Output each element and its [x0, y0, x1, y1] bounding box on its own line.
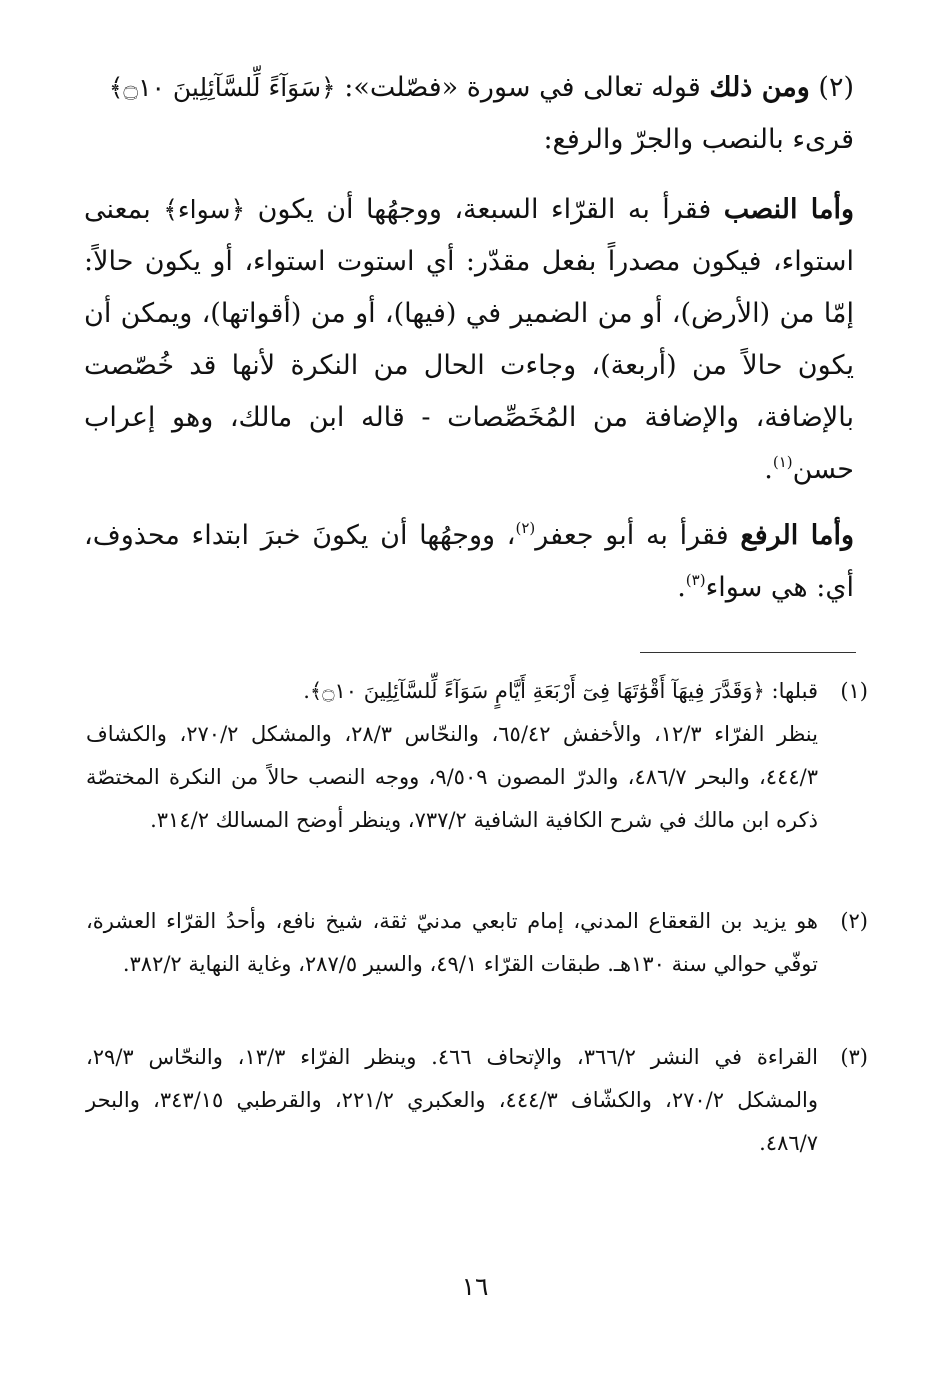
footnote-number: (١) — [840, 679, 868, 703]
footnote-label: قبلها: — [771, 679, 818, 703]
quran-verse: ﴿سَوَآءً لِّلسَّآئِلِينَ ۝١٠﴾ — [108, 73, 336, 102]
paragraph-number: (٢) — [818, 72, 854, 103]
quran-word: ﴿سواء﴾ — [163, 195, 246, 224]
footnote-body: ينظر الفرّاء ١٢/٣، والأخفش ٦٥/٤٢، والنحّاس ٢٨/٣، والمشكل ٢٧٠/٢، والكشاف ٤٤٤/٣، والبحر ٤٨٦/٧، والدرّ المصون ٩/٥٠٩، ووجه النصب حالاً من النكرة المختصّة ذكره ابن مالك في شرح الكافية الشافية ٧٣٧/٢، وينظر أوضح المسالك ٣١٤/٢. — [86, 722, 818, 832]
footnote-ref-1[interactable]: (١) — [772, 453, 793, 471]
footnote-body: القراءة في النشر ٣٦٦/٢، والإتحاف ٤٦٦. وينظر الفرّاء ١٣/٣، والنحّاس ٢٩/٣، والمشكل ٢٧٠/٢، والكشّاف ٤٤٤/٣، والعكبري ٢٢١/٢، والقرطبي ٣٤٣/١٥، والبحر ٤٨٦/٧. — [86, 1045, 819, 1155]
paragraph-end: . — [764, 454, 773, 485]
footnote-body: هو يزيد بن القعقاع المدني، إمام تابعي مدنيّ ثقة، شيخ نافع، وأحدُ القرّاء العشرة، توفّي حوالي سنة ١٣٠هـ. طبقات القرّاء ٤٩/١، والسير ٢٨٧/٥، وغاية النهاية ٣٨٢/٢. — [86, 909, 818, 976]
paragraph-3 — [84, 510, 854, 614]
footnote-2 — [86, 900, 868, 986]
paragraph-lead: وأما النصب — [723, 194, 855, 225]
footnote-quran: ﴿وَقَدَّرَ فِيهَآ أَقْوَٰتَهَا فِىٓ أَرْبَعَةِ أَيَّامٍ سَوَآءً لِّلسَّآئِلِينَ ۝١٠﴾ — [309, 679, 765, 703]
footnote-separator — [640, 652, 856, 653]
paragraph-text-line2: قرىء بالنصب والجرّ والرفع: — [543, 124, 854, 155]
paragraph-2 — [84, 184, 854, 496]
paragraph-end: . — [677, 572, 686, 603]
footnote-quran-end: . — [303, 679, 310, 703]
paragraph-1 — [84, 62, 854, 166]
footnote-number: (٣) — [840, 1045, 868, 1069]
paragraph-text: فقرأ به القرّاء السبعة، ووجهُها أن يكون — [257, 194, 712, 225]
paragraph-text: قوله تعالى في سورة «فصّلت»: — [344, 72, 701, 103]
paragraph-text: بمعنى استواء، فيكون مصدراً بفعل مقدّر: أي استوت استواء، أو يكون حالاً: إمّا من (الأرض)، أو من الضمير في (فيها)، أو من (أقواتها)، ويمكن أن يكون حالاً من (أربعة)، وجاءت الحال من النكرة لأنها قد خُصّصت بالإضافة، والإضافة من المُخَصِّصات - قاله ابن مالك، وهو إعراب حسن — [84, 194, 854, 485]
footnote-ref-3[interactable]: (٣) — [685, 571, 706, 589]
paragraph-lead: ومن ذلك — [709, 72, 810, 103]
footnote-1 — [86, 670, 868, 842]
footnote-3 — [86, 1036, 868, 1165]
footnote-number: (٢) — [840, 909, 868, 933]
paragraph-lead: وأما الرفع — [740, 520, 855, 551]
page-number: ١٦ — [461, 1272, 489, 1301]
paragraph-text: ، ووجهُها أن يكونَ خبرَ ابتداء محذوف، أي: هي سواء — [84, 520, 854, 603]
paragraph-text: فقرأ به أبو جعفر — [535, 520, 729, 551]
footnote-ref-2[interactable]: (٢) — [515, 519, 536, 537]
